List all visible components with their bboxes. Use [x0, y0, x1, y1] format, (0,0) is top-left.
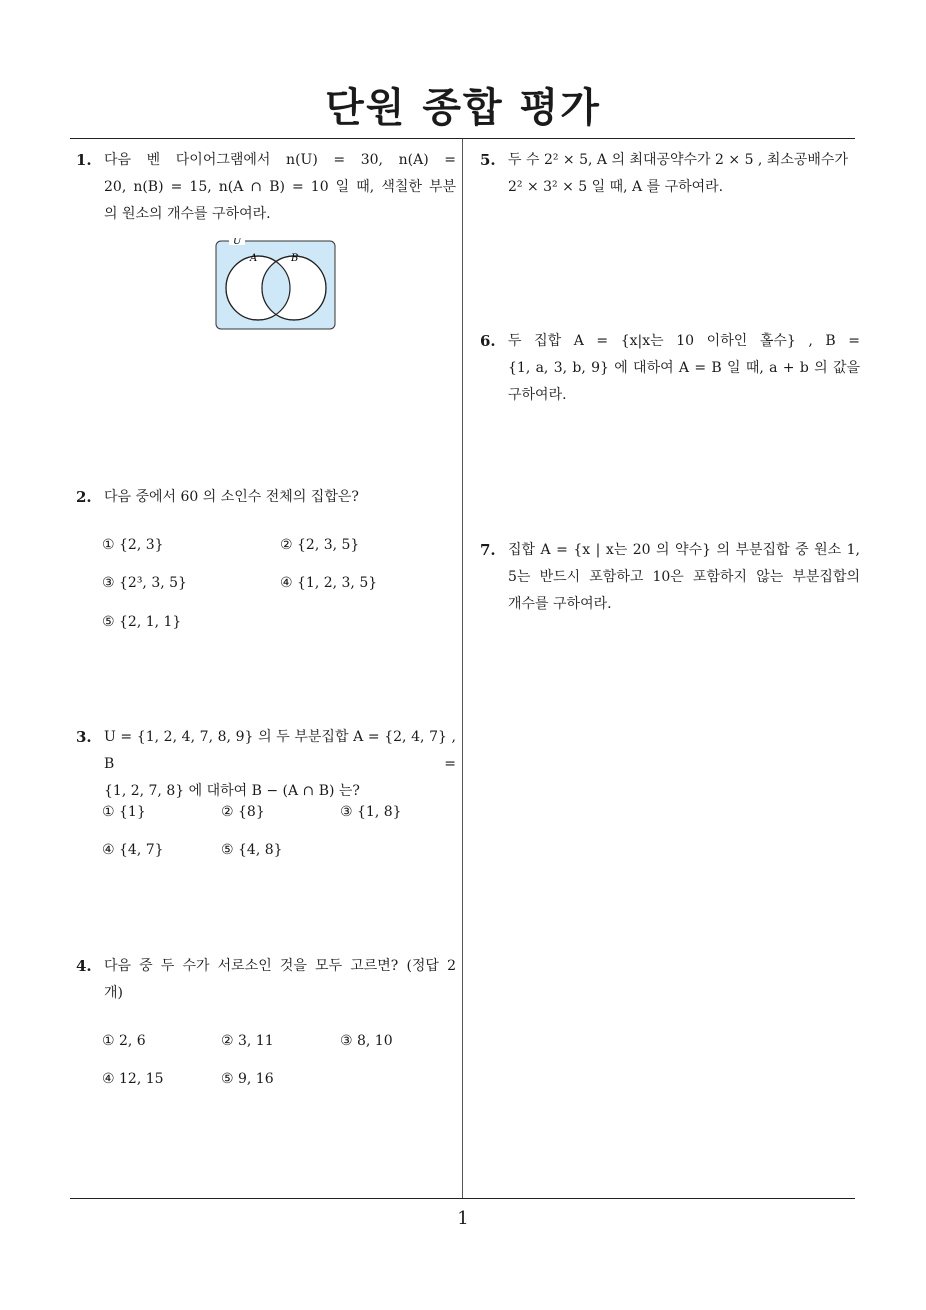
column-divider [462, 139, 463, 1198]
venn-label-a: A [250, 253, 258, 264]
question-text-line: {1, a, 3, b, 9} 에 대하여 A = B 일 때, a + b 의 값을 [508, 360, 860, 376]
choice-1[interactable]: ① 2, 6 [102, 1033, 146, 1049]
question-text-line: 20, n(B) = 15, n(A ∩ B) = 10 일 때, 색칠한 부분 [104, 179, 456, 195]
venn-label-b: B [291, 253, 299, 264]
question-text-line: {1, 2, 7, 8} 에 대하여 B − (A ∩ B) 는? [104, 783, 360, 799]
question-number: 4. [76, 957, 92, 975]
choice-4[interactable]: ④ {4, 7} [102, 842, 164, 858]
page-number: 1 [457, 1208, 469, 1229]
question-number: 6. [480, 332, 496, 350]
choice-5[interactable]: ⑤ {4, 8} [221, 842, 283, 858]
question-5 [480, 147, 860, 201]
choice-4[interactable]: ④ 12, 15 [102, 1071, 164, 1087]
choice-3[interactable]: ③ 8, 10 [340, 1033, 393, 1049]
choice-3[interactable]: ③ {2³, 3, 5} [102, 575, 187, 591]
choice-3[interactable]: ③ {1, 8} [340, 804, 402, 820]
question-6 [480, 328, 860, 409]
question-text-line: 5는 반드시 포함하고 10은 포함하지 않는 부분집합의 [508, 569, 860, 585]
question-number: 1. [76, 151, 92, 169]
question-text-line: 다음 중에서 60 의 소인수 전체의 집합은? [104, 489, 359, 505]
question-text-line: 2² × 3² × 5 일 때, A 를 구하여라. [508, 179, 724, 195]
choice-1[interactable]: ① {2, 3} [102, 537, 164, 553]
question-text-line: 구하여라. [508, 387, 567, 403]
question-text-line: 다음 벤 다이어그램에서 n(U) = 30, n(A) = [104, 152, 456, 168]
choice-2[interactable]: ② {2, 3, 5} [280, 537, 360, 553]
choice-1[interactable]: ① {1} [102, 804, 146, 820]
question-text-line: 두 집합 A = {x|x는 10 이하인 홀수} , B = [508, 333, 860, 349]
choice-4[interactable]: ④ {1, 2, 3, 5} [280, 575, 378, 591]
question-text-line: U = {1, 2, 4, 7, 8, 9} 의 두 부분집합 A = {2, 4, 7} , B = [104, 729, 456, 772]
choice-2[interactable]: ② {8} [221, 804, 265, 820]
bottom-rule [70, 1198, 855, 1199]
question-text-line: 다음 중 두 수가 서로소인 것을 모두 고르면? (정답 2 [104, 958, 456, 974]
question-text-line: 의 원소의 개수를 구하여라. [104, 206, 271, 222]
choice-5[interactable]: ⑤ 9, 16 [221, 1071, 274, 1087]
question-text-line: 개) [104, 985, 123, 1001]
venn-diagram [215, 238, 337, 332]
question-number: 3. [76, 728, 92, 746]
question-text-line: 개수를 구하여라. [508, 596, 612, 612]
question-number: 5. [480, 151, 496, 169]
question-text-line: 집합 A = {x | x는 20 의 약수} 의 부분집합 중 원소 1, [508, 542, 860, 558]
question-3 [76, 724, 456, 805]
question-2 [76, 484, 456, 511]
page-title: 단원 종합 평가 [325, 85, 601, 131]
choice-2[interactable]: ② 3, 11 [221, 1033, 274, 1049]
question-number: 7. [480, 541, 496, 559]
question-7 [480, 537, 860, 618]
question-4 [76, 953, 456, 1007]
question-text-line: 두 수 2² × 5, A 의 최대공약수가 2 × 5 , 최소공배수가 [508, 152, 848, 168]
question-1 [76, 147, 456, 228]
question-number: 2. [76, 488, 92, 506]
choice-5[interactable]: ⑤ {2, 1, 1} [102, 614, 182, 630]
venn-label-u: U [233, 238, 242, 247]
